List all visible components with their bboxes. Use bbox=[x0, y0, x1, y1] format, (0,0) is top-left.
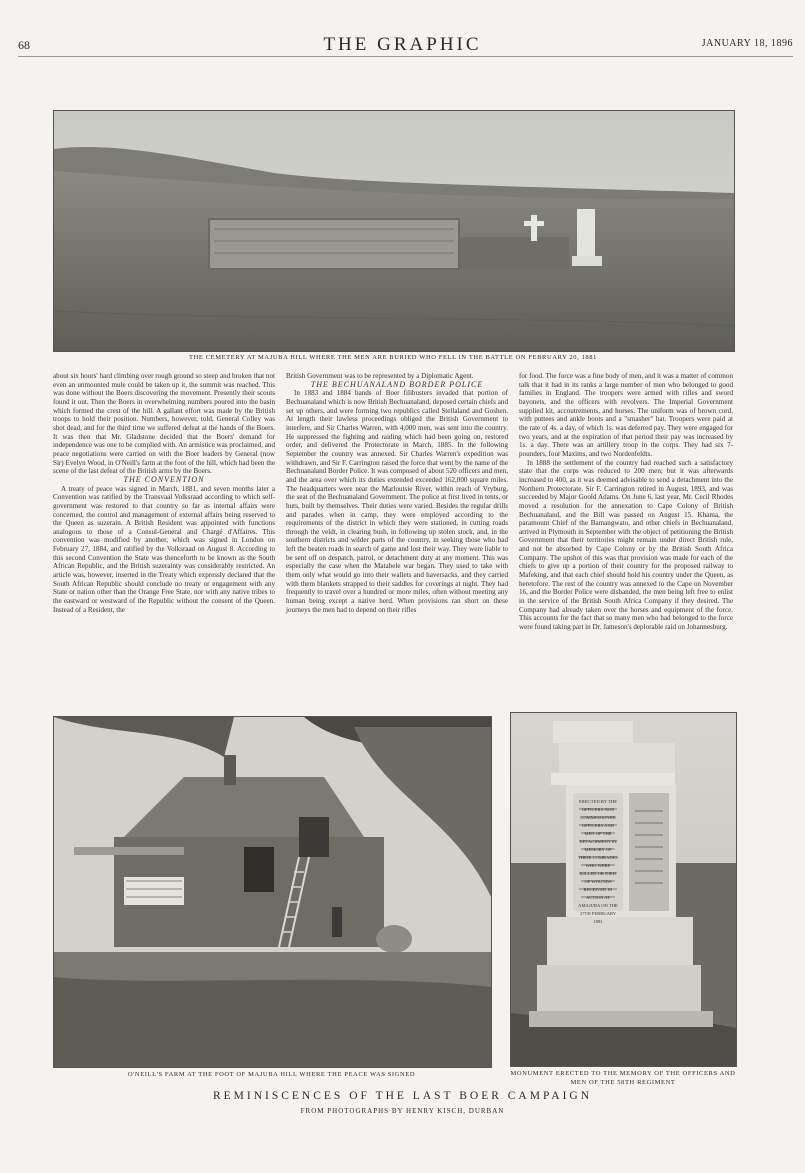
farm-photo bbox=[53, 716, 492, 1068]
inscription-line: THEIR COMRADES bbox=[577, 855, 619, 860]
col3-paragraph-1: for food. The force was a fine body of men, and it was a matter of common talk that it had in its ranks a large number of men who belonged to good families in England. The troopers were armed with rifles and sword bayonets, and the officers with revolvers. The Imperial Government supplied kit, accoutrements, and horses. The uniform was of brown cord, with puttees and ankle boots and a "smasher" hat. Troopers were paid at the rate of 4s. a day, of which 1s. was deferred pay. They were engaged for two years, and at the expiration of that period their pay was increased by 1s. a day. There was an artillery troop in the corps. They had six 7-pounders, four Maxims, and two Nordenfeldts. bbox=[519, 372, 733, 458]
masthead: THE GRAPHIC bbox=[323, 34, 482, 55]
inscription-line: ERECTED BY THE bbox=[578, 799, 618, 804]
inscription-line: 27TH FEBRUARY bbox=[579, 911, 617, 916]
article-column-1 bbox=[53, 372, 275, 614]
border-police-heading: THE BECHUANALAND BORDER POLICE bbox=[310, 379, 484, 389]
inscription-line: OF WOUNDS bbox=[584, 879, 612, 884]
farm-caption: O'NEILL'S FARM AT THE FOOT OF MAJUBA HILL WHERE THE PEACE WAS SIGNED bbox=[127, 1071, 416, 1078]
monument-caption: MONUMENT ERECTED TO THE MEMORY OF THE OFFICERS AND MEN OF THE 58TH REGIMENT bbox=[510, 1070, 736, 1086]
page-number: 68 bbox=[18, 38, 30, 52]
inscription-line: COMMISSIONED bbox=[580, 815, 616, 820]
farm-photo-image bbox=[54, 717, 491, 1067]
inscription-line: 1881 bbox=[593, 919, 603, 924]
inscription-line: AMAJUBA ON THE bbox=[578, 903, 618, 908]
photo-credit: FROM PHOTOGRAPHS BY HENRY KISCH, DURBAN bbox=[300, 1107, 505, 1115]
inscription-line: OFFICERS AND bbox=[581, 823, 615, 828]
convention-heading: THE CONVENTION bbox=[123, 474, 205, 484]
inscription-line: WHO WERE bbox=[585, 863, 611, 868]
col2-paragraph-1: British Government was to be represented by a Diplomatic Agent. bbox=[286, 372, 474, 380]
cemetery-photo-image bbox=[54, 111, 734, 351]
issue-date: JANUARY 18, 1896 bbox=[701, 38, 793, 49]
header-rule bbox=[18, 56, 793, 57]
inscription-line: OFFICERS NON bbox=[581, 807, 615, 812]
col3-paragraph-2: In 1888 the settlement of the country had reached such a satisfactory state that the corps was reduced to 200 men; but it was afterwards increased to 400, as it was deemed advisable to send a detachment into the Northern Protectorate. Sir F. Carrington retired in August, 1893, and was succeeded by Major Goold Adams. On June 6, last year, Mr. Cecil Rhodes moved a resolution for the annexation to Cape Colony of British Bechuanaland, and the Bill was passed on August 15. Khama, the paramount Chief of the Bamangwato, and other chiefs in Bechuanaland, arrived in Plymouth in September with the object of petitioning the British Government that their territories might remain under direct British rule, and not be absorbed by Cape Colony or by the British South Africa Company. The upshot of this was that provision was made for each of the chiefs to give up a portion of their country for the proposed railway to Mafeking, and that each chief should hold his country under the Queen, as heretofore. The rest of the country was annexed to the Cape on November 16, and the Border Police were disbanded, the men being left free to enlist in the service of the British South Africa Company if they desired. The Company had already taken over the horses and equipment of the force. This accounts for the fact that so many men who had belonged to the force were found taking part in Dr. Jameson's deplorable raid on Johannesburg. bbox=[519, 458, 733, 632]
col2-paragraph-2: In 1883 and 1884 bands of Boer filibusters invaded that portion of Bechuanaland which is now British Bechuanaland, deposed certain chiefs and set up others, and were forming two republics called Stellaland and Goshen. At length their lawless proceedings obliged the British Government to interfere, and Sir Charles Warren, with 4,000 men, was sent into the country. He suppressed the fighting and raiding which had been going on, restored order, and delivered the Protectorate in March, 1885. In the following September the country was annexed. Sir Charles Warren's expedition was withdrawn, and Sir F. Carrington raised the force that went by the name of the Bechuanaland Border Police. It was composed of about 520 officers and men, and the area over which its duties extended exceeded 162,000 square miles. The headquarters were near the Marloutsie River, within reach of Vryburg, the seat of the Bechuanaland Government. The police at first lived in tents, or huts, built by themselves. Their duties were varied. Besides the regular drills and parades when in camp, they were employed according to the requirements of the district in which they were stationed, in cutting roads through the veldt, in clearing bush, in following up stolen stock, and, in the southern districts and wilder parts of the country, in seeking those who had left the beaten roads in search of game and lost their way. They were liable to be sent off on despatch, patrol, or detachment duty at any moment. This was especially the case when the Matabele war began. They used to take with them only what would go into their wallets and haversacks, and they carried with them blankets strapped to their saddles for coverings at night. They had frequently to travel over a hundred or more miles, often without meeting any human being except a native herd. When provisions ran short on these journeys the men had to depend on their rifles bbox=[286, 389, 508, 614]
page-main-title: REMINISCENCES OF THE LAST BOER CAMPAIGN bbox=[212, 1090, 593, 1102]
inscription-line: KILLED OR DIED bbox=[579, 871, 617, 876]
inscription-line: ACTION AT bbox=[586, 895, 610, 900]
article-column-3 bbox=[519, 372, 733, 632]
cemetery-caption: THE CEMETERY AT MAJUBA HILL WHERE THE MEN ARE BURIED WHO FELL IN THE BATTLE ON FEBRUARY 20, 1881 bbox=[189, 354, 597, 361]
inscription-line: MEMORY OF bbox=[584, 847, 612, 852]
col1-paragraph-1: about six hours' hard climbing over rough ground so steep and broken that not even an unmounted mule could be taken up it, the summit was reached. This was done without the Boers discovering the movement. Presently their scouts found it out. Then the Boers in overwhelming numbers poured into the basin which formed the crest of the hill. A gallant effort was made by the British troops to hold their position. Numbers, however, told, General Colley was shot dead, and for the third time we suffered defeat at the hands of the Boers. It was then that Mr. Gladstone decided that the Boers' demand for independence was one to be complied with. An armistice was proclaimed, and peace negotiations were carried on with the Boer leaders by General (now Sir) Evelyn Wood, in O'Neill's farm at the foot of the hill, which had been the scene of the last defeat of the British arms by the Boers. bbox=[53, 372, 276, 476]
cemetery-photo bbox=[53, 110, 735, 352]
inscription-line: DETACHMENT IN bbox=[579, 839, 617, 844]
monument-photo bbox=[510, 712, 737, 1067]
article-column-2 bbox=[286, 372, 508, 614]
monument-photo-image bbox=[511, 713, 736, 1066]
inscription-line: RECEIVED IN bbox=[583, 887, 613, 892]
inscription-line: MEN OF THE bbox=[584, 831, 612, 836]
col1-paragraph-2: A treaty of peace was signed in March, 1881, and seven months later a Convention was ratified by the Transvaal Volksraad according to which self-government was restored to that country so far as internal affairs were concerned, the control and management of external affairs being reserved to the Queen as suzerain. A British Resident was appointed with functions analogous to those of a Consul-General and Chargé d'Affaires. This convention was modified by another, which was signed in London on February 27, 1884, and ratified by the Volksraad on August 8. According to this second Convention the State was thenceforth to be known as the South African Republic, and the British suzerainty was considerably restricted. An article was, however, inserted in the Treaty which expressly declared that the South African Republic should conclude no treaty or engagement with any State or nation other than the Orange Free State, nor with any native tribes to the eastward or westward of the Republic without the consent of the Queen. Instead of a Resident, the bbox=[53, 484, 275, 614]
